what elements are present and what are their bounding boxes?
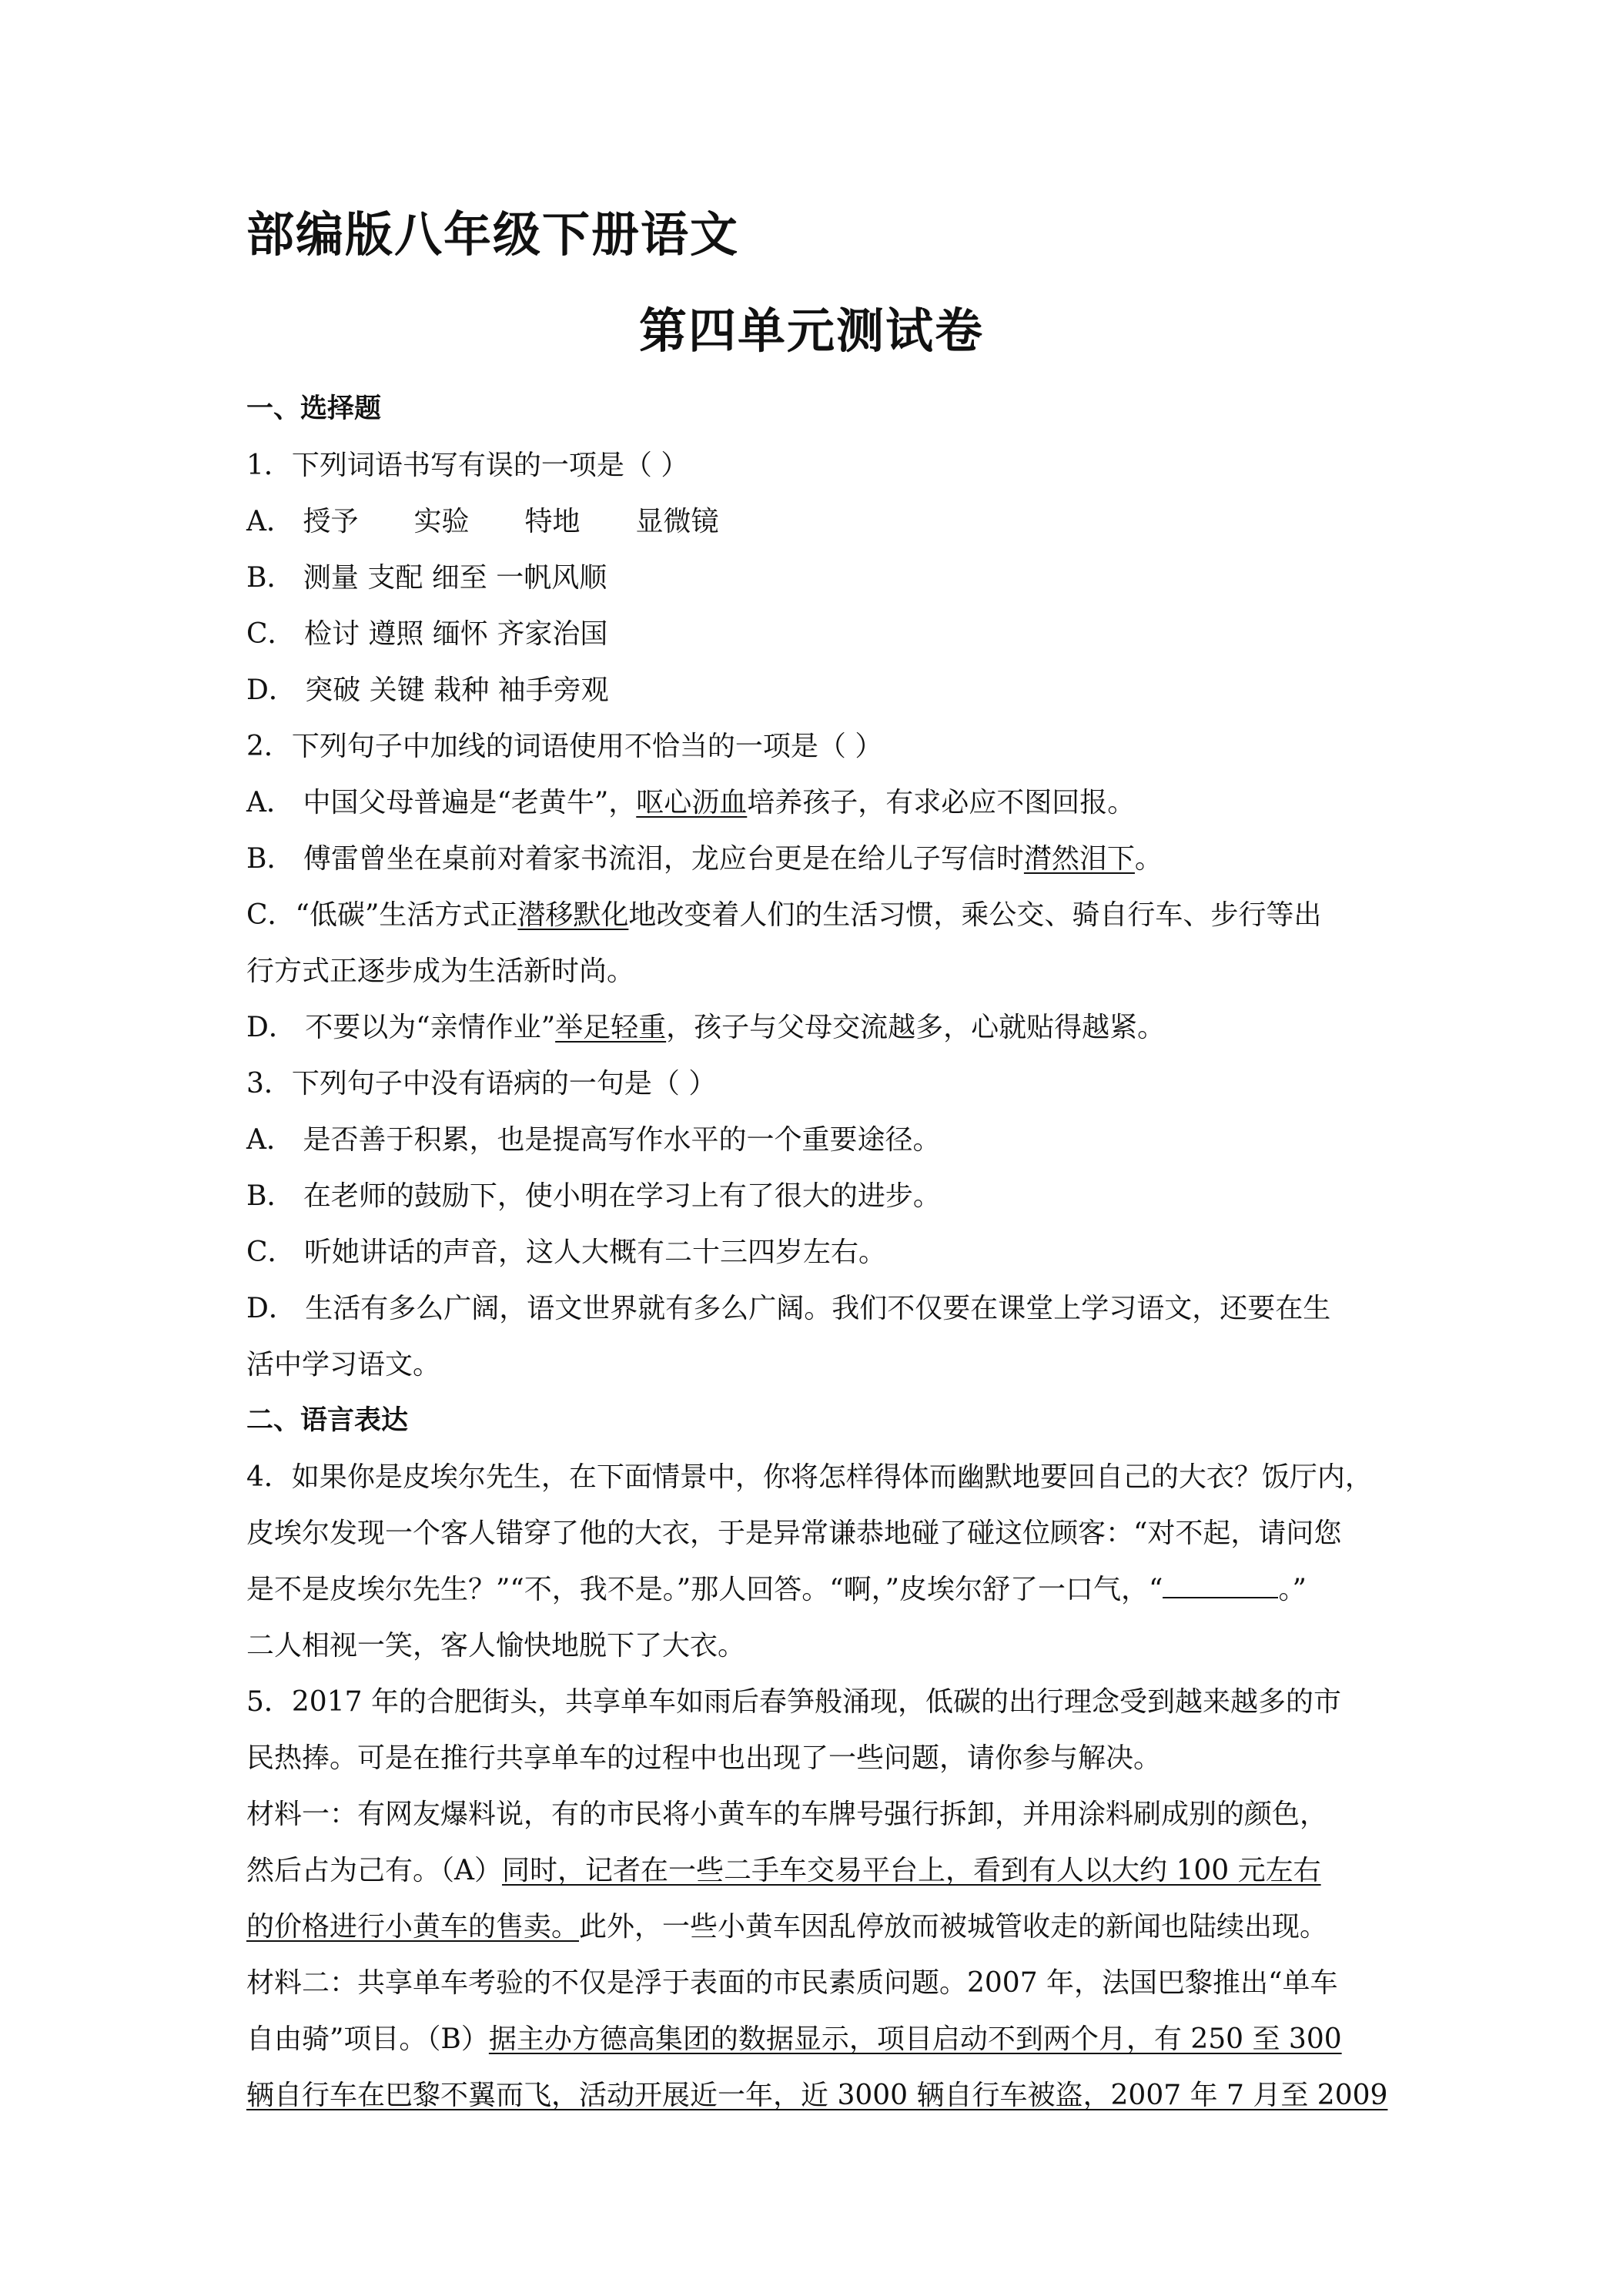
question-3-option-c: C． 听她讲话的声音，这人大概有二十三四岁左右。 [246,1237,886,1268]
material-2-line-1: 材料二：共享单车考验的不仅是浮于表面的市民素质问题。2007 年，法国巴黎推出“单车 [246,1967,1338,1999]
underlined-phrase: 呕心沥血 [636,787,748,818]
question-1-option-a: A． 授予 实验 特地 显微镜 [246,506,719,537]
question-4-line-4: 二人相视一笑，客人愉快地脱下了大衣。 [246,1630,746,1662]
question-5-line-1: 5．2017 年的合肥街头，共享单车如雨后春笋般涌现，低碳的出行理念受到越来越多的市 [246,1686,1341,1718]
question-1-option-c: C． 检讨 遵照 缅怀 齐家治国 [246,618,608,650]
question-2-option-a [246,775,1394,831]
question-4-line-2: 皮埃尔发现一个客人错穿了他的大衣，于是异常谦恭地碰了碰这位顾客：“对不起，请问您 [246,1518,1342,1549]
question-2-option-c-cont: 行方式正逐步成为生活新时尚。 [246,956,635,987]
underlined-sentence-a: 的价格进行小黄车的售卖。 [246,1911,580,1943]
question-1-stem: 1．下列词语书写有误的一项是（ ） [246,450,689,481]
question-3-option-b: B． 在老师的鼓励下，使小明在学习上有了很大的进步。 [246,1180,941,1212]
question-2-stem: 2．下列句子中加线的词语使用不恰当的一项是（ ） [246,731,883,762]
option-text: C．“低碳”生活方式正 [246,899,518,931]
option-text: 。 [1134,843,1163,875]
material-text: 此外，一些小黄车因乱停放而被城管收走的新闻也陆续出现。 [579,1911,1328,1943]
question-4-line-3 [246,1561,1394,1618]
material-1-line-2 [246,1842,1394,1899]
option-text: D． 不要以为“亲情作业” [246,1012,556,1043]
answer-blank[interactable] [1163,1574,1278,1598]
question-3-option-d: D． 生活有多么广阔，语文世界就有多么广阔。我们不仅要在课堂上学习语文，还要在生 [246,1293,1331,1324]
underlined-phrase: 举足轻重 [555,1012,667,1043]
material-1-line-1: 材料一：有网友爆料说，有的市民将小黄车的车牌号强行拆卸，并用涂料刷成别的颜色， [246,1799,1328,1830]
material-text: 自由骑”项目。（B） [246,2023,489,2055]
material-text: 然后占为己有。（A） [246,1855,502,1886]
question-1-option-b: B． 测量 支配 细至 一帆风顺 [246,562,607,594]
material-1-line-3 [246,1899,1394,1955]
option-text: ，孩子与父母交流越多，心就贴得越紧。 [666,1012,1166,1043]
section-heading-expression: 二、语言表达 [246,1405,409,1436]
question-5-line-2: 民热捧。可是在推行共享单车的过程中也出现了一些问题，请你参与解决。 [246,1742,1162,1774]
question-2-option-d [246,999,1394,1056]
option-text: 地改变着人们的生活习惯，乘公交、骑自行车、步行等出 [628,899,1322,931]
underlined-sentence-b: 辆自行车在巴黎不翼而飞，活动开展近一年，近 3000 辆自行车被盗，2007 年 7 月至 2009 [246,2080,1388,2111]
underlined-phrase: 潜移默化 [517,899,629,931]
question-3-option-d-cont: 活中学习语文。 [246,1349,441,1381]
question-2-option-b [246,831,1394,887]
material-2-line-2 [246,2011,1394,2067]
exam-title: 部编版八年级下册语文 [246,206,740,263]
section-heading-choice: 一、选择题 [246,393,382,424]
underlined-sentence-b: 据主办方德高集团的数据显示，项目启动不到两个月，有 250 至 300 [488,2023,1342,2055]
question-3-stem: 3．下列句子中没有语病的一句是（ ） [246,1068,717,1099]
underlined-phrase: 潸然泪下 [1023,843,1135,875]
exam-content [246,381,1394,2124]
question-3-option-a: A． 是否善于积累，也是提高写作水平的一个重要途径。 [246,1124,941,1156]
question-text: 是不是皮埃尔先生？”“不，我不是。”那人回答。“啊，”皮埃尔舒了一口气，“ [246,1574,1163,1605]
underlined-sentence-a: 同时，记者在一些二手车交易平台上，看到有人以大约 100 元左右 [502,1855,1321,1886]
option-text: 培养孩子，有求必应不图回报。 [747,787,1136,818]
question-2-option-c [246,887,1394,943]
question-1-option-d: D． 突破 关键 栽种 袖手旁观 [246,674,609,706]
exam-subtitle: 第四单元测试卷 [638,303,984,359]
question-4-line-1: 4．如果你是皮埃尔先生，在下面情景中，你将怎样得体而幽默地要回自己的大衣？饭厅内， [246,1461,1373,1493]
material-2-line-3 [246,2067,1394,2124]
option-text: A． 中国父母普遍是“老黄牛”， [246,787,637,818]
question-text: 。” [1278,1574,1307,1605]
option-text: B． 傅雷曾坐在桌前对着家书流泪，龙应台更是在给儿子写信时 [246,843,1024,875]
